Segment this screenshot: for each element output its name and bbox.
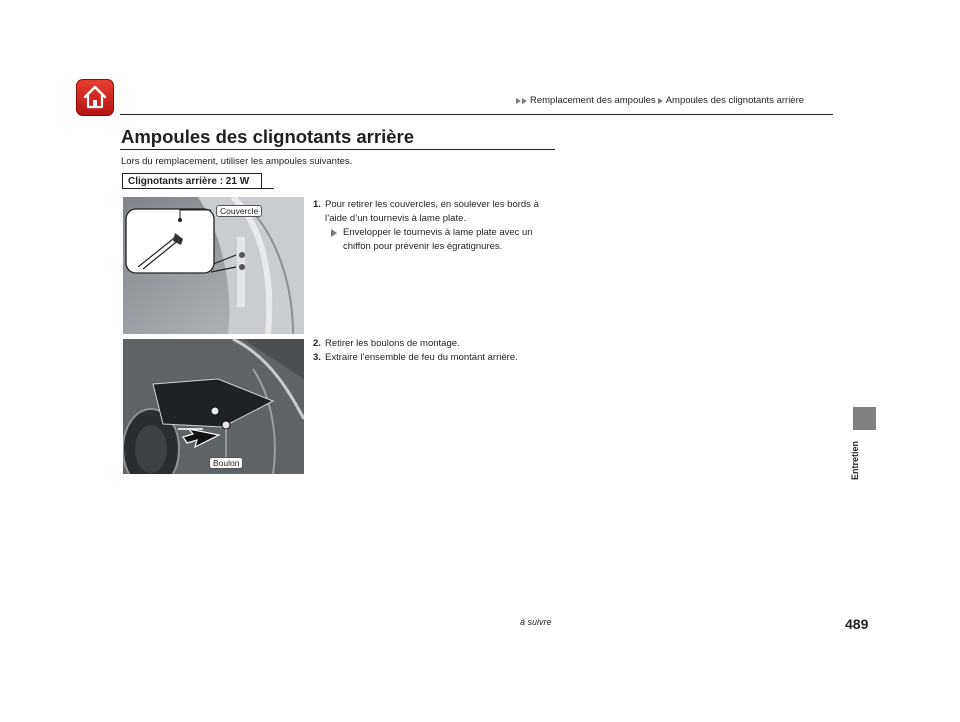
bolt-callout: Boulon [209,457,243,469]
breadcrumb [514,95,804,106]
bolt-removal-illustration [123,339,304,474]
step-1-subtext-line1: Envelopper le tournevis à lame plate avec un [343,227,533,238]
header-divider [120,114,833,115]
page-number: 489 [845,616,869,632]
cover-callout: Couvercle [216,205,262,217]
title-divider [120,149,555,150]
step-1-text-line2: l’aide d’un tournevis à lame plate. [325,213,467,224]
breadcrumb-item-bulb-replacement[interactable]: Remplacement des ampoules [530,95,656,106]
chapter-tab-label: Entretien [850,440,860,480]
home-icon [76,79,114,116]
step-1-subtext-line2: chiffon pour prévenir les égratignures. [343,241,503,252]
chapter-tab[interactable] [853,407,876,430]
bulb-spec-rule [262,188,274,189]
step-number: 1. [313,199,321,210]
bulb-spec-box: Clignotants arrière : 21 W [122,173,262,189]
substep-arrow-icon [331,229,337,237]
step-2-text: Retirer les boulons de montage. [325,338,460,349]
page-title: Ampoules des clignotants arrière [121,126,415,147]
breadcrumb-item-current: Ampoules des clignotants arrière [665,95,805,106]
step-number: 3. [313,352,321,363]
intro-text: Lors du remplacement, utiliser les ampoules suivantes. [121,156,353,167]
breadcrumb-arrow-icon [516,98,528,104]
step-3-text: Extraire l’ensemble de feu du montant arrière. [325,352,518,363]
step-2 [313,337,563,351]
step-3 [313,351,563,365]
step-1 [313,198,563,258]
step-number: 2. [313,338,321,349]
cover-removal-illustration [123,197,304,334]
continued-note: à suivre [520,617,552,627]
home-button[interactable] [76,79,114,116]
breadcrumb-arrow-icon [658,98,664,104]
step-1-text-line1: Pour retirer les couvercles, en soulever les bords à [325,199,539,210]
